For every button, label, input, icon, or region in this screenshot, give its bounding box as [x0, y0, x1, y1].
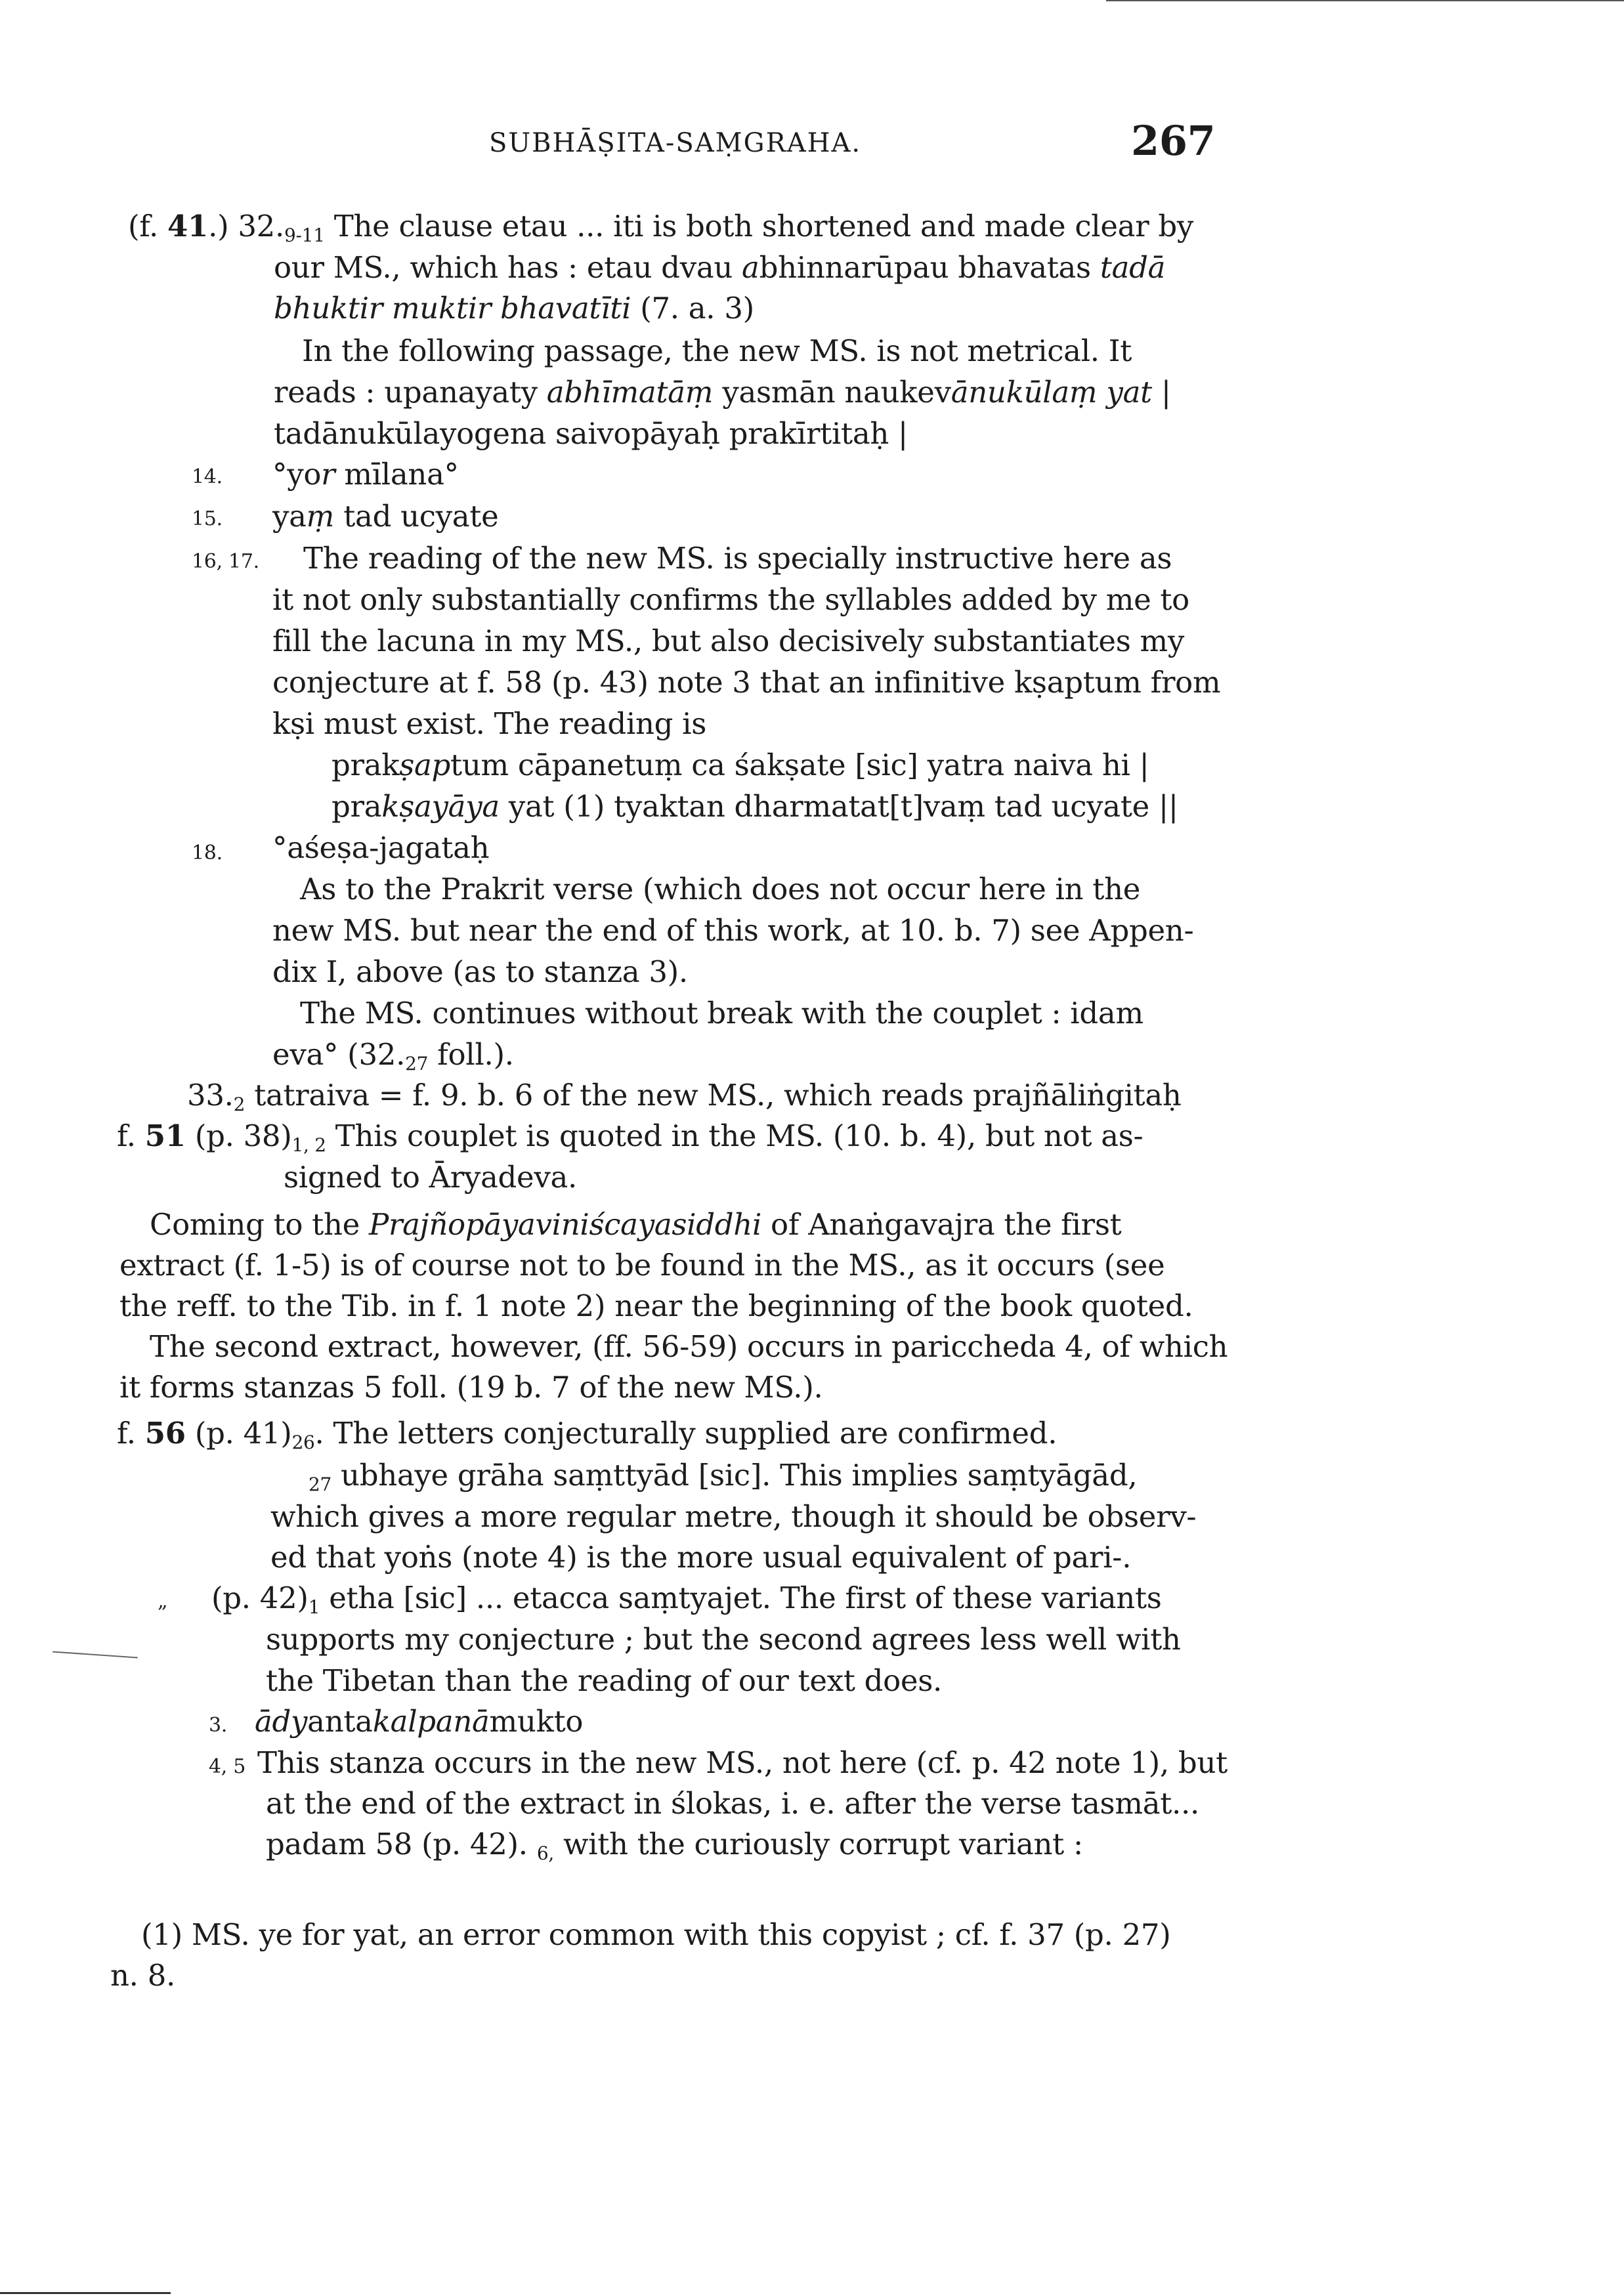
- line-5: [274, 375, 1171, 410]
- line-23: [117, 1118, 1143, 1156]
- running-title: SUBHĀṢITA-SAṂGRAHA.: [489, 128, 862, 158]
- line-16: °aśeṣa-jagataḥ: [272, 830, 490, 865]
- italic-span: ṣap: [399, 748, 451, 782]
- text-span: ubhaye grāha saṃttyād [sic]. This implies saṃtyāgād,: [331, 1458, 1138, 1493]
- line-25: [150, 1207, 1122, 1242]
- text-span: etha [sic] ... etacca saṃtyajet. The first of these variants: [320, 1581, 1162, 1615]
- line-28: The second extract, however, (ff. 56-59) occurs in pariccheda 4, of which: [150, 1329, 1228, 1364]
- text-span: reads : upanayaty: [274, 375, 547, 410]
- line-number: 15.: [192, 507, 223, 530]
- line-number: 4, 5: [209, 1755, 246, 1778]
- line-number: 16, 17.: [192, 550, 259, 573]
- line-2: [274, 250, 1166, 285]
- line-ref: 6,: [536, 1842, 554, 1864]
- text-span: (p. 38): [185, 1118, 292, 1153]
- text-span: 33.: [187, 1078, 234, 1113]
- line-30: [117, 1416, 1058, 1453]
- line-ref: 1: [308, 1596, 320, 1618]
- line-21: [272, 1037, 514, 1074]
- text-span: eva° (32.: [272, 1037, 406, 1072]
- italic-span: kalpanā: [372, 1704, 490, 1739]
- line-38: This stanza occurs in the new MS., not here (cf. p. 42 note 1), but: [257, 1745, 1228, 1780]
- folio-number: 56: [144, 1416, 186, 1451]
- top-edge-rule: [1106, 0, 1624, 1]
- text-span: (7. a. 3): [640, 291, 754, 326]
- text-span: f.: [117, 1416, 136, 1451]
- line-33: ed that yoṅs (note 4) is the more usual equivalent of pari-.: [270, 1540, 1132, 1575]
- line-6: tadānukūlayogena saivopāyaḥ prakīrtitaḥ |: [274, 416, 908, 451]
- text-span: The clause etau ... iti is both shortened and made clear by: [333, 209, 1194, 244]
- text-span: yat (1) tyaktan dharmatat[t]vaṃ tad ucyate ||: [499, 789, 1178, 824]
- text-span: ya: [272, 499, 307, 534]
- text-span: mukto: [489, 1704, 584, 1739]
- italic-span: kṣayāya: [381, 789, 500, 824]
- italic-span: ādy: [255, 1704, 308, 1739]
- line-10: it not only substantially confirms the syllables added by me to: [272, 582, 1189, 617]
- verse-line-2: [331, 789, 1178, 824]
- footnote-line-1: (1) MS. ye for yat, an error common with this copyist ; cf. f. 37 (p. 27): [141, 1917, 1171, 1952]
- text-span: °yo: [272, 457, 322, 492]
- text-span: with the curiously corrupt variant :: [553, 1827, 1083, 1861]
- italic-span: ānukūlaṃ yat: [951, 375, 1152, 410]
- folio-number: 41: [167, 209, 209, 244]
- line-ref: 27: [309, 1474, 332, 1495]
- line-ref: 1, 2: [291, 1134, 326, 1156]
- text-span: This couplet is quoted in the MS. (10. b. 4), but not as-: [326, 1118, 1143, 1153]
- text-span: bhinnarūpau bhavatas: [759, 250, 1100, 285]
- ditto-mark: „: [158, 1590, 168, 1613]
- line-39: at the end of the extract in ślokas, i. e. after the verse tasmāt...: [266, 1786, 1200, 1821]
- bottom-edge-rule: [0, 2292, 171, 2294]
- text-span: pra: [331, 789, 382, 824]
- line-27: the reff. to the Tib. in f. 1 note 2) near the beginning of the book quoted.: [119, 1288, 1193, 1323]
- line-4: In the following passage, the new MS. is not metrical. It: [302, 333, 1132, 368]
- text-span: .) 32.: [208, 209, 284, 244]
- line-22: [187, 1078, 1182, 1115]
- line-number: 18.: [192, 841, 223, 864]
- text-span: mīlana°: [335, 457, 459, 492]
- line-40: [266, 1827, 1083, 1864]
- text-span: (p. 41): [185, 1416, 292, 1451]
- verse-line-1: [331, 750, 1149, 780]
- italic-span: tadā: [1100, 250, 1166, 285]
- line-1: [128, 209, 1194, 246]
- footnote-line-2: n. 8.: [110, 1958, 176, 1993]
- line-18: new MS. but near the end of this work, at 10. b. 7) see Appen-: [272, 913, 1194, 948]
- italic-span: a: [742, 250, 759, 285]
- line-ref: 9-11: [284, 224, 325, 246]
- line-number: 3.: [209, 1714, 228, 1737]
- line-number: 14.: [192, 465, 223, 488]
- folio-number: 51: [144, 1118, 186, 1153]
- italic-span: bhuktir muktir bhavatīti: [274, 291, 631, 326]
- line-ref: 2: [233, 1094, 246, 1115]
- text-span: (f.: [128, 209, 159, 244]
- italic-span: r: [321, 457, 335, 492]
- line-7: [272, 457, 459, 492]
- line-34: [211, 1581, 1162, 1618]
- line-26: extract (f. 1-5) is of course not to be found in the MS., as it occurs (see: [119, 1248, 1165, 1283]
- text-span: prak: [331, 748, 400, 782]
- line-19: dix I, above (as to stanza 3).: [272, 954, 688, 989]
- line-36: the Tibetan than the reading of our text does.: [266, 1663, 943, 1698]
- line-37: [255, 1704, 584, 1739]
- text-span: (p. 42): [211, 1581, 309, 1615]
- text-span: Coming to the: [150, 1207, 369, 1242]
- line-9: The reading of the new MS. is specially instructive here as: [303, 541, 1172, 576]
- line-ref: 27: [405, 1053, 429, 1074]
- italic-span: ṃ: [306, 499, 335, 534]
- text-span: . The letters conjecturally supplied are confirmed.: [314, 1416, 1058, 1451]
- text-span: tatraiva = f. 9. b. 6 of the new MS., which reads prajñāliṅgitaḥ: [245, 1078, 1182, 1113]
- text-span: tad ucyate: [334, 499, 499, 534]
- text-span: padam 58 (p. 42).: [266, 1827, 528, 1861]
- text-span: our MS., which has : etau dvau: [274, 250, 742, 285]
- line-24: signed to Āryadeva.: [284, 1160, 578, 1195]
- line-32: which gives a more regular metre, though it should be observ-: [270, 1499, 1197, 1534]
- line-8: [272, 499, 499, 534]
- text-span: f.: [117, 1118, 136, 1153]
- text-span: anta: [307, 1704, 373, 1739]
- line-17: As to the Prakrit verse (which does not occur here in the: [300, 872, 1141, 906]
- line-3: [274, 291, 754, 326]
- line-29: it forms stanzas 5 foll. (19 b. 7 of the new MS.).: [119, 1370, 823, 1405]
- margin-pencil-mark: [53, 1651, 138, 1658]
- line-35: supports my conjecture ; but the second agrees less well with: [266, 1622, 1181, 1657]
- page-number: 267: [1131, 117, 1216, 165]
- text-span: foll.).: [428, 1037, 514, 1072]
- text-span: |: [1151, 375, 1171, 410]
- line-12: conjecture at f. 58 (p. 43) note 3 that an infinitive kṣaptum from: [272, 665, 1221, 700]
- text-span: yasmān naukev: [713, 375, 951, 410]
- italic-span: abhīmatāṃ: [546, 375, 714, 410]
- italic-span: Prajñopāyaviniścayasiddhi: [368, 1207, 762, 1242]
- line-31: [309, 1458, 1138, 1495]
- line-20: The MS. continues without break with the couplet : idam: [300, 996, 1143, 1031]
- line-ref: 26: [291, 1432, 315, 1453]
- text-span: tum cāpanetuṃ ca śakṣate [sic] yatra naiva hi |: [450, 748, 1149, 782]
- text-span: of Anaṅgavajra the first: [761, 1207, 1122, 1242]
- line-11: fill the lacuna in my MS., but also decisively substantiates my: [272, 624, 1184, 658]
- line-13: kṣi must exist. The reading is: [272, 706, 707, 741]
